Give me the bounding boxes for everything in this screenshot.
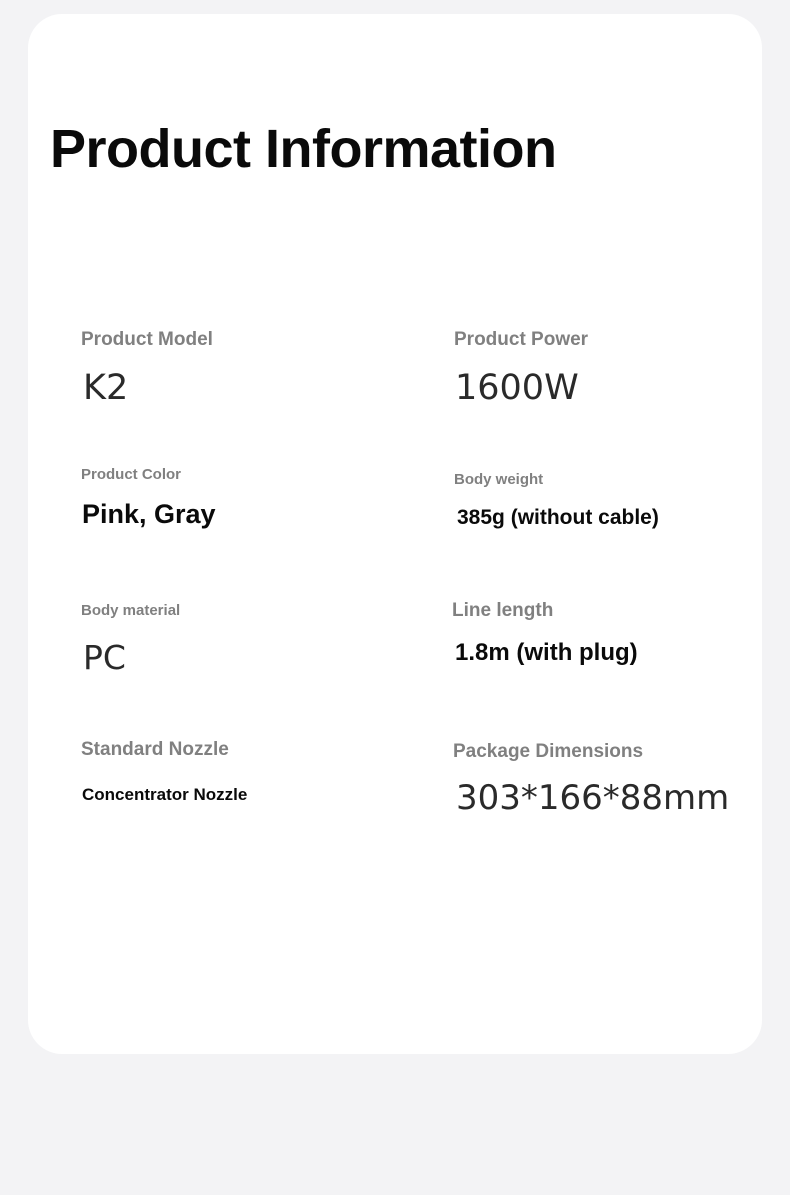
spec-body-weight [454,472,659,528]
spec-value: K2 [83,368,129,408]
spec-label: Package Dimensions [453,741,644,762]
spec-body-material [81,602,181,677]
spec-standard-nozzle [81,740,247,803]
spec-value: Pink, Gray [82,499,216,529]
spec-label: Product Model [81,329,213,350]
spec-product-power [454,330,588,406]
spec-label: Body weight [454,471,544,488]
spec-value: PC [83,638,126,677]
spec-product-model [81,330,213,406]
spec-label: Standard Nozzle [81,739,229,760]
spec-value: 385g (without cable) [457,506,659,529]
spec-value: 303*166*88mm [456,778,730,818]
spec-value: 1600W [455,368,579,408]
spec-line-length [452,601,638,665]
page-title: Product Information [50,119,557,179]
product-info-card [28,14,762,1054]
spec-value: Concentrator Nozzle [82,785,248,804]
spec-package-dimensions [453,741,730,818]
spec-label: Product Color [81,466,181,483]
spec-value: 1.8m (with plug) [455,639,638,666]
spec-product-color [81,467,216,528]
spec-label: Product Power [454,329,589,350]
spec-label: Body material [81,602,181,619]
spec-label: Line length [452,600,554,621]
